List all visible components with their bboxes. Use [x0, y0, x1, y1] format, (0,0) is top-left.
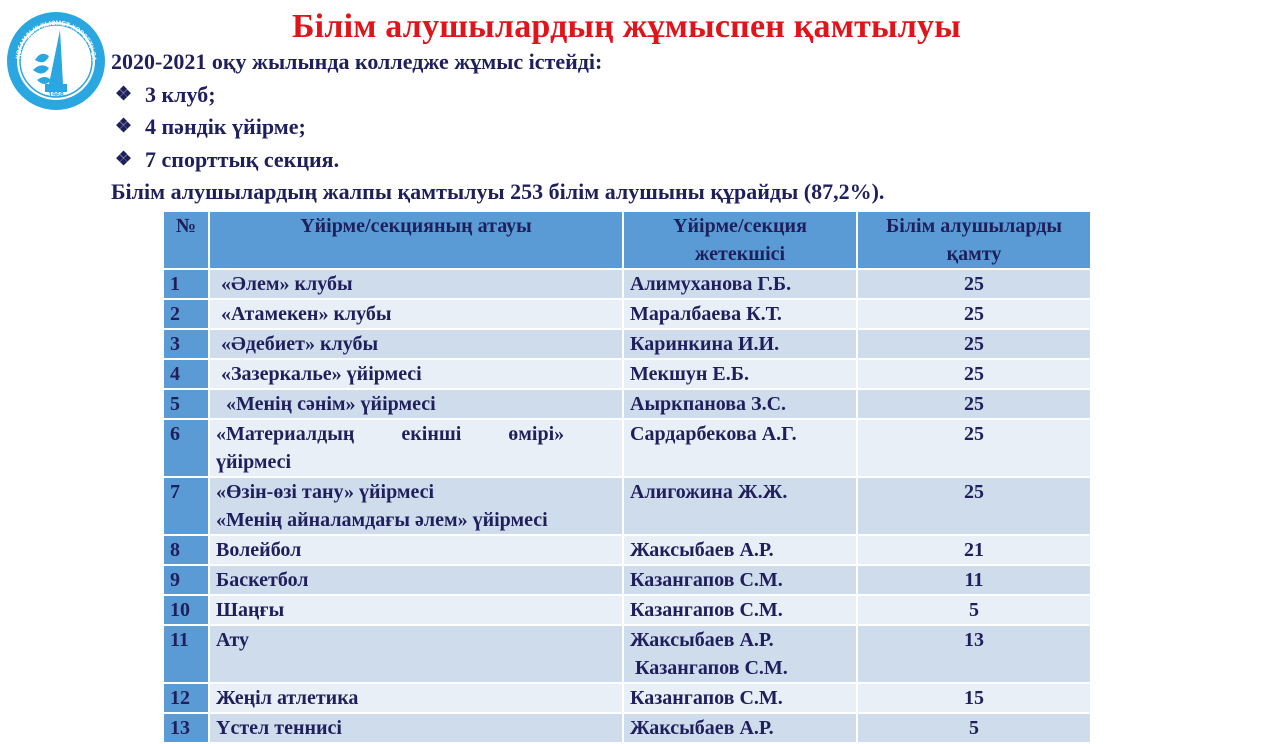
intro-item: [111, 79, 884, 112]
table-row: [163, 419, 1091, 477]
table-row: [163, 713, 1091, 743]
row-number-text: 3: [170, 333, 180, 355]
student-count: [857, 299, 1091, 329]
column-header-count: Білім алушыларды қамту: [857, 211, 1091, 269]
leader-name-text: Сардарбекова А.Г.: [630, 423, 797, 445]
club-name-text: Шаңғы: [216, 599, 285, 621]
column-header-name: Үйірме/секцияның атауы: [209, 211, 623, 269]
table-row: [163, 389, 1091, 419]
table-row: [163, 565, 1091, 595]
row-number-text: 9: [170, 569, 180, 591]
intro-item: [111, 144, 884, 177]
student-count-text: 25: [964, 333, 984, 355]
clubs-table: [162, 210, 1092, 744]
leader-name: [623, 713, 857, 743]
leader-name-text: Мекшун Е.Б.: [630, 363, 749, 385]
table-row: [163, 477, 1091, 535]
club-name-text: «Өзін-өзі тану» үйірмесі: [216, 481, 435, 503]
club-name-text: Волейбол: [216, 539, 302, 561]
club-name-text: «Зазеркалье» үйірмесі: [216, 363, 422, 385]
student-count-text: 25: [964, 423, 984, 445]
college-emblem-icon: [5, 10, 107, 112]
student-count-text: 25: [964, 393, 984, 415]
leader-name-text: Жаксыбаев А.Р.: [630, 629, 774, 651]
diamond-bullet-icon: ❖: [115, 116, 133, 137]
student-count: [857, 683, 1091, 713]
club-name: [209, 477, 623, 535]
leader-name: [623, 535, 857, 565]
row-number: [163, 359, 209, 389]
club-name: [209, 535, 623, 565]
club-name: [209, 419, 623, 477]
leader-name: [623, 595, 857, 625]
student-count: [857, 595, 1091, 625]
logo-year: 1968: [48, 92, 64, 99]
leader-name: [623, 299, 857, 329]
club-name-text: «Материалдың екінші өмірі»: [216, 423, 565, 445]
club-name-text: «Әлем» клубы: [216, 273, 353, 295]
club-name: [209, 595, 623, 625]
row-number-text: 7: [170, 481, 180, 503]
leader-name: [623, 389, 857, 419]
student-count: [857, 625, 1091, 683]
table-body: [163, 269, 1091, 743]
row-number: [163, 419, 209, 477]
club-name-text: Үстел теннисі: [216, 717, 342, 739]
student-count: [857, 565, 1091, 595]
row-number: [163, 389, 209, 419]
intro-item-text: 7 спорттық секция.: [145, 146, 340, 172]
row-number: [163, 269, 209, 299]
table-row: [163, 269, 1091, 299]
intro-item: [111, 111, 884, 144]
row-number-text: 12: [170, 687, 190, 709]
student-count-text: 11: [964, 569, 984, 591]
intro-item-text: 3 клуб;: [145, 81, 216, 107]
leader-name-text: Казангапов С.М.: [630, 569, 783, 591]
student-count: [857, 269, 1091, 299]
table-row: [163, 535, 1091, 565]
row-number-text: 5: [170, 393, 180, 415]
student-count: [857, 477, 1091, 535]
leader-name: [623, 477, 857, 535]
student-count-text: 25: [964, 481, 984, 503]
table-row: [163, 683, 1091, 713]
student-count: [857, 419, 1091, 477]
club-name: [209, 359, 623, 389]
student-count: [857, 535, 1091, 565]
row-number-text: 1: [170, 273, 180, 295]
column-header-leader: Үйірме/секция жетекшісі: [623, 211, 857, 269]
leader-name-text: Казангапов С.М.: [630, 687, 783, 709]
club-name: [209, 389, 623, 419]
club-name-text: «Атамекен» клубы: [216, 303, 392, 325]
leader-name: [623, 419, 857, 477]
row-number-text: 6: [170, 423, 180, 445]
club-name: [209, 683, 623, 713]
club-name-text-line2: «Менің айналамдағы әлем» үйірмесі: [216, 509, 548, 531]
student-count: [857, 359, 1091, 389]
intro-summary: Білім алушылардың жалпы қамтылуы 253 білім алушыны құрайды (87,2%).: [111, 179, 885, 204]
table-row: [163, 595, 1091, 625]
leader-name-text: Жаксыбаев А.Р.: [630, 539, 774, 561]
intro-heading: 2020-2021 оқу жылында колледже жұмыс істейді:: [111, 49, 603, 74]
leader-name: [623, 269, 857, 299]
row-number-text: 11: [170, 629, 189, 651]
leader-name-text: Каринкина И.И.: [630, 333, 780, 355]
row-number: [163, 595, 209, 625]
leader-name-text: Алигожина Ж.Ж.: [630, 481, 788, 503]
table-row: [163, 359, 1091, 389]
student-count-text: 25: [964, 273, 984, 295]
row-number: [163, 713, 209, 743]
intro-block: [111, 46, 884, 209]
club-name: [209, 713, 623, 743]
diamond-bullet-icon: ❖: [115, 148, 133, 170]
row-number: [163, 477, 209, 535]
row-number-text: 13: [170, 717, 190, 739]
student-count-text: 25: [964, 363, 984, 385]
row-number: [163, 565, 209, 595]
table-row: [163, 625, 1091, 683]
club-name-text-line2: үйірмесі: [216, 451, 292, 473]
leader-name-text-line2: Казангапов С.М.: [630, 657, 788, 679]
student-count-text: 5: [969, 599, 979, 621]
club-name-text: Баскетбол: [216, 569, 309, 591]
row-number: [163, 683, 209, 713]
row-number-text: 10: [170, 599, 190, 621]
intro-item-text: 4 пәндік үйірме;: [145, 114, 306, 139]
leader-name: [623, 683, 857, 713]
club-name: [209, 565, 623, 595]
club-name-text: Ату: [216, 629, 250, 651]
page-title: Білім алушылардың жұмыспен қамтылуы: [292, 8, 961, 45]
club-name-text: «Әдебиет» клубы: [216, 333, 379, 355]
leader-name: [623, 359, 857, 389]
club-name: [209, 299, 623, 329]
row-number-text: 2: [170, 303, 180, 325]
leader-name-text: Казангапов С.М.: [630, 599, 783, 621]
row-number: [163, 299, 209, 329]
row-number-text: 8: [170, 539, 180, 561]
leader-name: [623, 565, 857, 595]
leader-name-text: Маралбаева К.Т.: [630, 303, 782, 325]
table-row: [163, 299, 1091, 329]
student-count-text: 13: [964, 629, 984, 651]
student-count-text: 25: [964, 303, 984, 325]
club-name: [209, 329, 623, 359]
club-name-text: «Менің сәнім» үйірмесі: [216, 393, 436, 415]
student-count-text: 5: [969, 717, 979, 739]
row-number: [163, 535, 209, 565]
row-number-text: 4: [170, 363, 180, 385]
row-number: [163, 625, 209, 683]
logo-arc-text: ҚОҒАМДЫҚ ҚЫЗМЕТ КӨРСЕТУ СА: [15, 19, 98, 62]
club-name-text: Жеңіл атлетика: [216, 687, 359, 709]
table-row: [163, 329, 1091, 359]
row-number: [163, 329, 209, 359]
leader-name: [623, 329, 857, 359]
diamond-bullet-icon: ❖: [115, 83, 133, 105]
column-header-number: №: [163, 211, 209, 269]
leader-name-text: Алимуханова Г.Б.: [630, 273, 792, 295]
club-name: [209, 269, 623, 299]
student-count: [857, 329, 1091, 359]
leader-name: [623, 625, 857, 683]
club-name: [209, 625, 623, 683]
student-count: [857, 389, 1091, 419]
student-count-text: 21: [964, 539, 984, 561]
student-count: [857, 713, 1091, 743]
leader-name-text: Жаксыбаев А.Р.: [630, 717, 774, 739]
leader-name-text: Аыркпанова З.С.: [630, 393, 787, 415]
student-count-text: 15: [964, 687, 984, 709]
